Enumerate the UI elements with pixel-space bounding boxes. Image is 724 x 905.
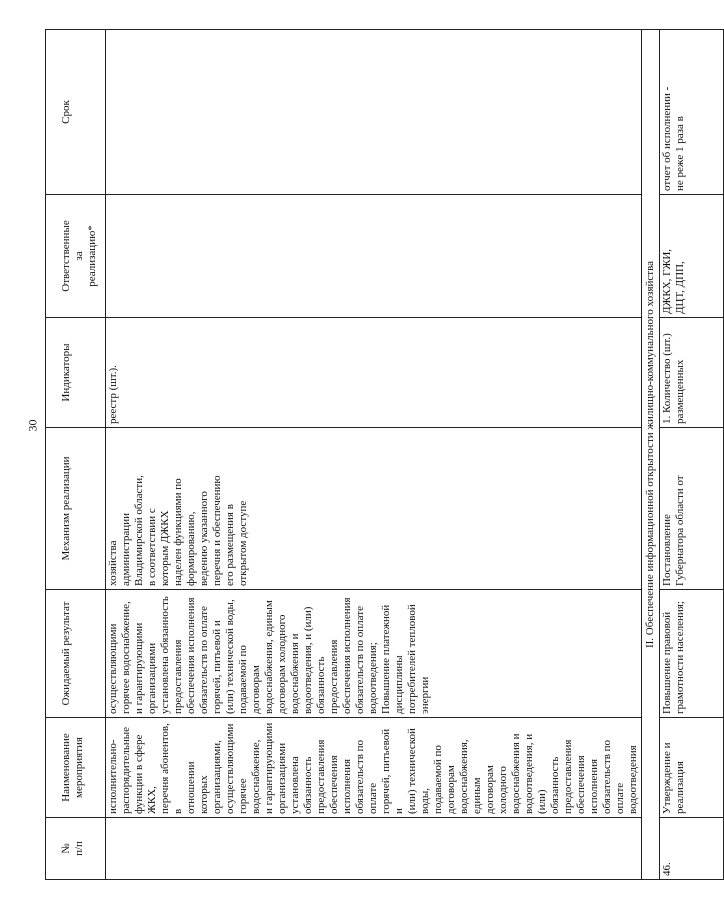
table-row	[660, 30, 724, 880]
cell-responsible: ДЖКХ, ГЖИ, ДЦТ, ДПП,	[660, 195, 724, 318]
header-name: Наименование мероприятия	[46, 718, 106, 818]
cell-indicators: 1. Количество (шт.) размещенных	[660, 318, 724, 428]
header-indicators: Индикаторы	[46, 318, 106, 428]
cell-indicators: реестр (шт.).	[106, 318, 642, 428]
cell-name: исполнительно- распорядительные функции в сфере ЖКХ, перечня абонентов, в отношении которых организациями, осуществляющими горячее водоснабжение, и гарантирующими организациями установлена обязанность предоставления обеспечения исполнения обязательств по оплате горячей, питьевой и (или) технической воды, подаваемой по договорам водоснабжения, единым договорам холодного водоснабжения и водоотведения, и (или) обязанность предоставления обеспечения исполнения обязательств по оплате водоотведения	[106, 718, 642, 818]
header-deadline: Срок	[46, 30, 106, 195]
table-row	[106, 30, 642, 880]
cell-mechanism: Постановление Губернатора области от	[660, 428, 724, 590]
header-num: № п/п	[46, 818, 106, 880]
cell-deadline	[106, 30, 642, 195]
cell-mechanism: хозяйства администрации Владимирской области, в соответствии с которым ДЖКХ наделен функциями по формированию, ведению указанного перечня и обеспечению его размещения в открытом доступе	[106, 428, 642, 590]
cell-result: Повышение правовой грамотности населения;	[660, 590, 724, 718]
page-number: 30	[25, 419, 40, 432]
cell-num	[106, 818, 642, 880]
section-title: II. Обеспечение информационной открытости жилищно-коммунального хозяйства	[642, 30, 660, 880]
header-row	[46, 30, 106, 880]
cell-name: Утверждение и реализация	[660, 718, 724, 818]
cell-responsible	[106, 195, 642, 318]
header-mechanism: Механизм реализации	[46, 428, 106, 590]
rotated-table-wrapper	[45, 30, 686, 880]
header-result: Ожидаемый результат	[46, 590, 106, 718]
section-row	[642, 30, 660, 880]
cell-num: 46.	[660, 818, 724, 880]
header-responsible: Ответственные за реализацию*	[46, 195, 106, 318]
measures-table	[45, 29, 724, 880]
cell-result: осуществляющими горячее водоснабжение, и гарантирующими организациями установлена обязанность предоставления обеспечения исполнения обязательств по оплате горячей, питьевой и (или) технической воды, подаваемой по договорам водоснабжения, единым договорам холодного водоснабжения и водоотведения, и (или) обязанность предоставления обеспечения исполнения обязательств по оплате водоотведения; Повышение платежной дисциплины потребителей тепловой энергии	[106, 590, 642, 718]
cell-deadline: отчет об исполнении - не реже 1 раза в	[660, 30, 724, 195]
